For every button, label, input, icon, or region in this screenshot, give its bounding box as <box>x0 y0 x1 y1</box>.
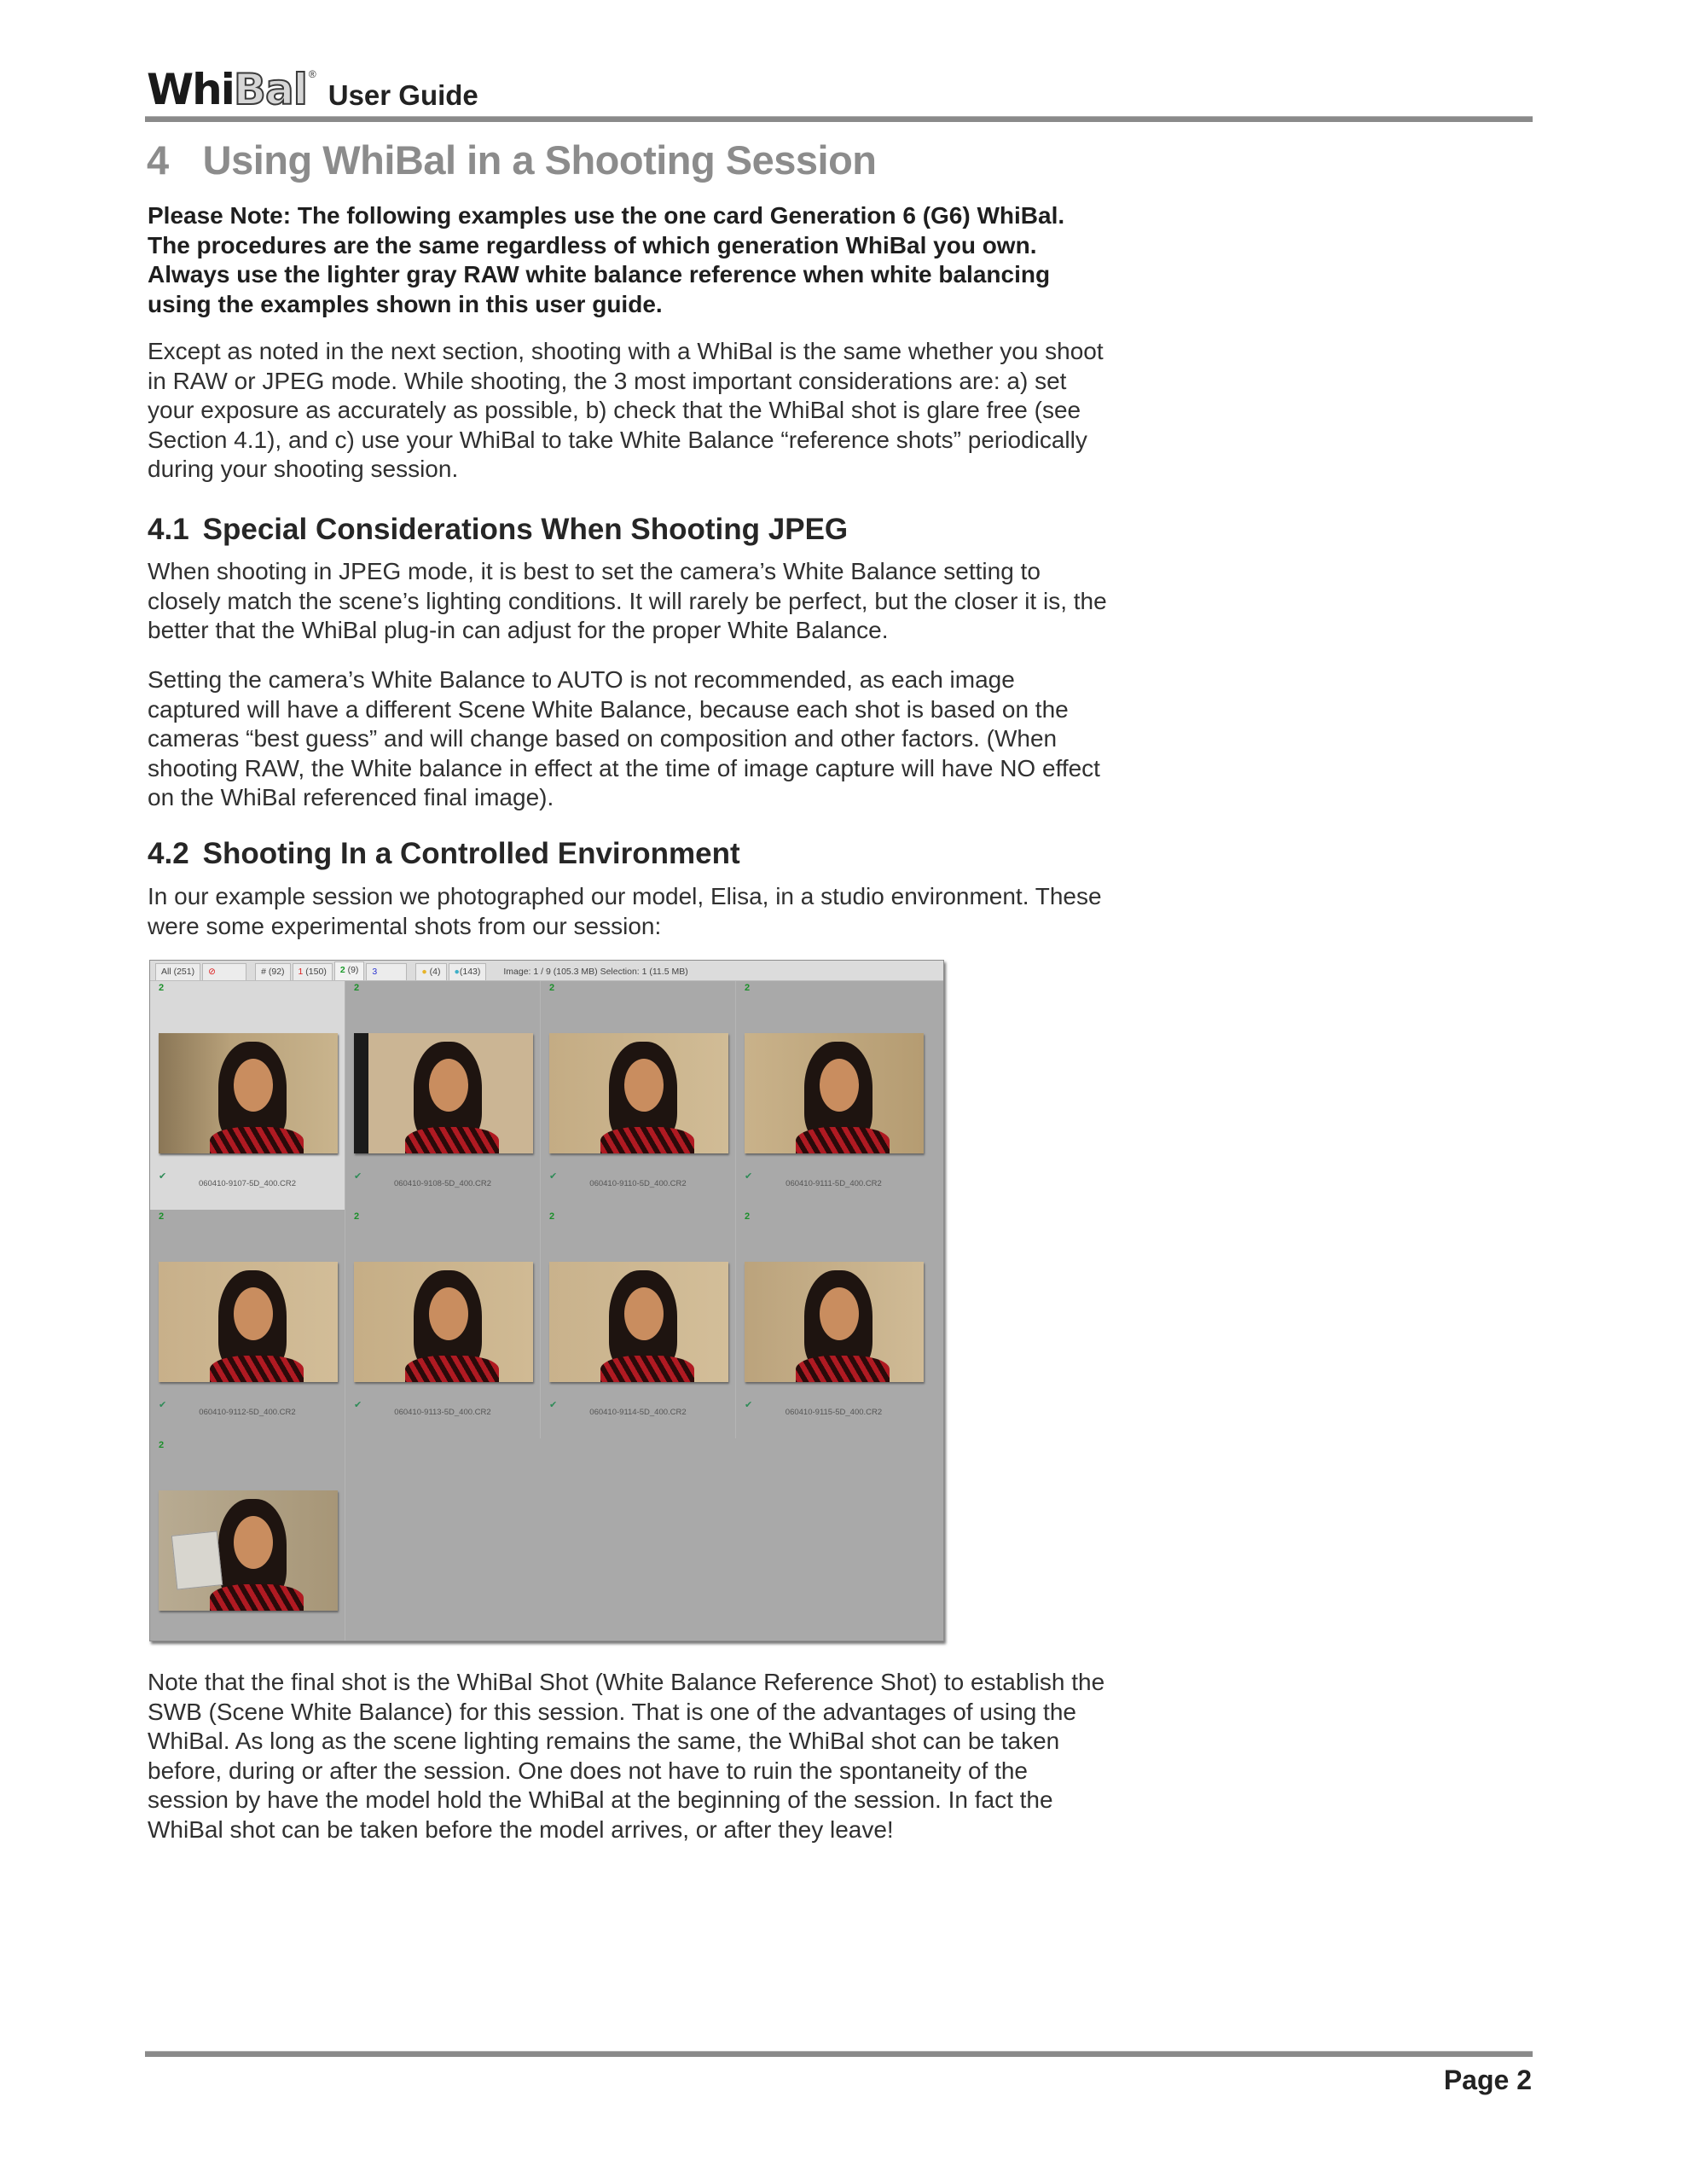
logo-bal-text: Bal <box>233 65 307 114</box>
thumbnail-filename: 060410-9110-5D_400.CR2 <box>589 1179 687 1188</box>
rating-badge: 2 <box>745 983 751 993</box>
thumbnail-cell[interactable] <box>736 981 931 1210</box>
section-title-text: Using WhiBal in a Shooting Session <box>202 137 877 183</box>
thumbnail-filename: 060410-9107-5D_400.CR2 <box>198 1179 297 1188</box>
header-divider <box>145 116 1533 122</box>
whibal-reference-thumbnail[interactable] <box>159 1490 338 1611</box>
whibal-card <box>171 1531 223 1589</box>
tab-rejected[interactable] <box>202 963 246 980</box>
tab-yellow-label[interactable]: ● (4) <box>415 963 446 980</box>
rating-badge: 2 <box>354 1211 360 1222</box>
tab-rating-3[interactable]: 3 <box>366 963 407 980</box>
image-browser-screenshot <box>149 960 944 1641</box>
check-icon: ✔ <box>745 1171 753 1182</box>
photo-thumbnail[interactable] <box>159 1033 338 1153</box>
please-note-paragraph: Please Note: The following examples use the one card Generation 6 (G6) WhiBal. The procedures are the same regardless of which generation WhiBal you own. Always use the lighter gray RAW white balance reference when white balancing using the examples shown in this user guide. <box>148 202 1065 317</box>
thumbnail-cell[interactable] <box>736 1210 931 1438</box>
session-paragraph: In our example session we photographed our model, Elisa, in a studio environment. These were some experimental shots from our session: <box>148 883 1102 939</box>
tab-teal-label[interactable]: ●(143) <box>449 963 487 980</box>
photo-thumbnail[interactable] <box>354 1033 533 1153</box>
thumbnail-cell[interactable] <box>150 981 345 1210</box>
rating-badge: 2 <box>549 983 555 993</box>
yellow-dot-icon: ● <box>421 967 427 977</box>
thumbnail-filename: 060410-9111-5D_400.CR2 <box>786 1179 882 1188</box>
thumbnail-grid <box>150 981 943 1641</box>
thumbnail-filename: 060410-9114-5D_400.CR2 <box>589 1408 687 1417</box>
check-icon: ✔ <box>549 1171 558 1182</box>
photo-thumbnail[interactable] <box>745 1262 924 1382</box>
thumbnail-cell[interactable] <box>541 981 736 1210</box>
guide-subtitle: User Guide <box>328 79 478 111</box>
thumbnail-cell[interactable] <box>541 1210 736 1438</box>
thumbnail-filename: 060410-9108-5D_400.CR2 <box>393 1179 492 1188</box>
subsection-number: 4.1 <box>148 513 189 546</box>
check-icon: ✔ <box>354 1400 362 1410</box>
check-icon: ✔ <box>159 1171 167 1182</box>
rating-badge: 2 <box>354 983 360 993</box>
subsection-number: 4.2 <box>148 837 189 870</box>
photo-thumbnail[interactable] <box>745 1033 924 1153</box>
filter-tab-bar <box>150 961 943 981</box>
whibal-logo <box>147 63 478 114</box>
thumbnail-cell[interactable] <box>345 1210 541 1438</box>
tab-rating-1[interactable]: 1 (150) <box>293 963 333 980</box>
photo-thumbnail[interactable] <box>549 1262 728 1382</box>
photo-thumbnail[interactable] <box>354 1262 533 1382</box>
registered-mark: ® <box>308 68 316 80</box>
final-shot-paragraph: Note that the final shot is the WhiBal Shot (White Balance Reference Shot) to establish the SWB (Scene White Balance) for this session. That is one of the advantages of using the WhiBal. As long as the scene lighting remains the same, the WhiBal shot can be taken before, during or after the session. One does not have to ruin the spontaneity of the session by have the model hold the WhiBal at the beginning of the session. In fact the WhiBal shot can be taken before the model arrives, or after they leave! <box>148 1669 1105 1843</box>
reject-icon: ⊘ <box>208 967 216 977</box>
check-icon: ✔ <box>159 1400 167 1410</box>
page-number: Page 2 <box>1443 2065 1532 2095</box>
subsection-title-text: Shooting In a Controlled Environment <box>202 837 740 870</box>
thumbnail-cell[interactable] <box>345 981 541 1210</box>
rating-badge: 2 <box>745 1211 751 1222</box>
logo-whi-text: Whi <box>147 65 234 114</box>
thumbnail-cell[interactable] <box>150 1438 345 1641</box>
section-number: 4 <box>147 137 169 183</box>
image-status-text: Image: 1 / 9 (105.3 MB) Selection: 1 (11.5 MB) <box>503 967 688 977</box>
rating-badge: 2 <box>159 983 165 993</box>
check-icon: ✔ <box>549 1400 558 1410</box>
tab-rating-2[interactable]: 2 (9) <box>334 961 365 980</box>
rating-badge: 2 <box>159 1211 165 1222</box>
thumbnail-filename: 060410-9113-5D_400.CR2 <box>394 1408 491 1417</box>
section-title <box>147 136 877 183</box>
teal-dot-icon: ● <box>454 967 460 977</box>
tab-all[interactable]: All (251) <box>155 963 200 980</box>
thumbnail-cell[interactable] <box>150 1210 345 1438</box>
check-icon: ✔ <box>745 1400 753 1410</box>
footer-divider <box>145 2051 1533 2057</box>
tab-unrated[interactable]: # (92) <box>255 963 290 980</box>
subsection-4-1-title <box>148 513 848 547</box>
photo-thumbnail[interactable] <box>549 1033 728 1153</box>
thumbnail-filename: 060410-9112-5D_400.CR2 <box>199 1408 296 1417</box>
intro-paragraph: Except as noted in the next section, shooting with a WhiBal is the same whether you shoot in RAW or JPEG mode. While shooting, the 3 most important considerations are: a) set your exposure as accurately as possible, b) check that the WhiBal shot is glare free (see Section 4.1), and c) use your WhiBal to take White Balance “reference shots” periodically during your shooting session. <box>148 338 1104 483</box>
photo-thumbnail[interactable] <box>159 1262 338 1382</box>
check-icon: ✔ <box>354 1171 362 1182</box>
jpeg-paragraph-1: When shooting in JPEG mode, it is best to set the camera’s White Balance setting to closely match the scene’s lighting conditions. It will rarely be perfect, but the closer it is, the better that the WhiBal plug-in can adjust for the proper White Balance. <box>148 558 1107 644</box>
rating-badge: 2 <box>549 1211 555 1222</box>
thumbnail-filename: 060410-9115-5D_400.CR2 <box>785 1408 883 1417</box>
jpeg-paragraph-2: Setting the camera’s White Balance to AUTO is not recommended, as each image captured will have a different Scene White Balance, because each shot is based on the cameras “best guess” and will change based on composition and other factors. (When shooting RAW, the White balance in effect at the time of image capture will have NO effect on the WhiBal referenced final image). <box>148 666 1100 811</box>
subsection-title-text: Special Considerations When Shooting JPEG <box>202 513 849 546</box>
subsection-4-2-title <box>148 837 740 871</box>
rating-badge: 2 <box>159 1440 165 1450</box>
